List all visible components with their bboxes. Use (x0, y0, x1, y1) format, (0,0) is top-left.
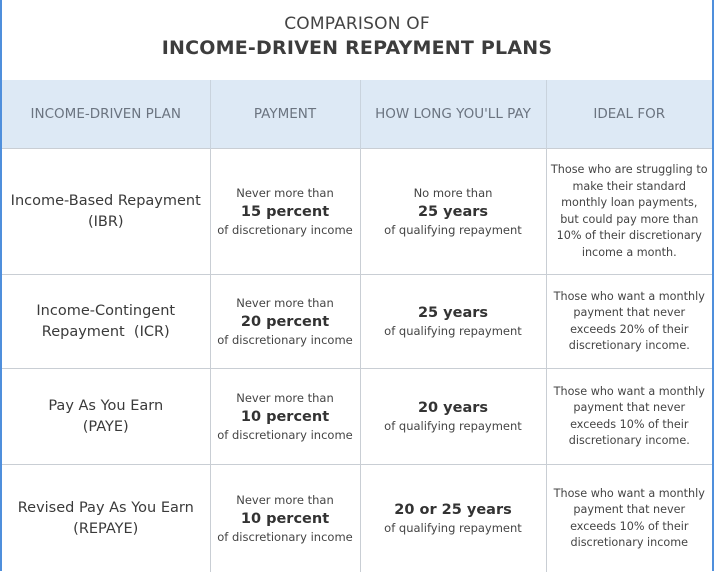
plan-cell (2, 465, 210, 572)
payment-cell (210, 149, 360, 275)
payment-value: 10 percent (217, 509, 354, 529)
title-line2: INCOME-DRIVEN REPAYMENT PLANS (2, 35, 712, 61)
payment-pre: Never more than (217, 185, 354, 202)
table-row (2, 465, 712, 572)
header-row (2, 80, 712, 149)
title-line1: COMPARISON OF (2, 13, 712, 35)
header-plan: INCOME-DRIVEN PLAN (2, 80, 210, 149)
payment-value: 10 percent (217, 407, 354, 427)
plan-name: Revised Pay As You Earn (8, 498, 204, 519)
payment-post: of discretionary income (217, 222, 354, 239)
duration-value: 25 years (367, 303, 540, 323)
payment-value: 20 percent (217, 312, 354, 332)
plan-name: Pay As You Earn (8, 396, 204, 417)
duration-cell (360, 369, 546, 465)
table-row (2, 275, 712, 369)
payment-cell (210, 465, 360, 572)
plan-abbr: (PAYE) (8, 417, 204, 438)
payment-cell (210, 369, 360, 465)
payment-post: of discretionary income (217, 529, 354, 546)
payment-pre: Never more than (217, 492, 354, 509)
duration-cell (360, 149, 546, 275)
duration-post: of qualifying repayment (367, 323, 540, 340)
duration-post: of qualifying repayment (367, 418, 540, 435)
ideal-for-cell: Those who want a monthly payment that never exceeds 10% of their discretionary income. (546, 369, 712, 465)
payment-pre: Never more than (217, 295, 354, 312)
duration-post: of qualifying repayment (367, 222, 540, 239)
payment-pre: Never more than (217, 390, 354, 407)
plan-cell (2, 149, 210, 275)
plan-name: Income-Contingent (8, 301, 204, 322)
duration-cell (360, 465, 546, 572)
plan-name: Income-Based Repayment (8, 191, 204, 212)
plan-cell (2, 369, 210, 465)
duration-pre: No more than (367, 185, 540, 202)
plan-cell (2, 275, 210, 369)
header-ideal-for: IDEAL FOR (546, 80, 712, 149)
plan-abbr: (REPAYE) (8, 519, 204, 540)
title-block (2, 0, 712, 80)
duration-post: of qualifying repayment (367, 520, 540, 537)
duration-value: 25 years (367, 202, 540, 222)
payment-post: of discretionary income (217, 427, 354, 444)
ideal-for-cell: Those who want a monthly payment that never exceeds 10% of their discretionary income (546, 465, 712, 572)
duration-value: 20 years (367, 398, 540, 418)
duration-value: 20 or 25 years (367, 500, 540, 520)
payment-post: of discretionary income (217, 332, 354, 349)
table-row (2, 369, 712, 465)
payment-cell (210, 275, 360, 369)
comparison-table (2, 80, 712, 572)
payment-value: 15 percent (217, 202, 354, 222)
ideal-for-cell: Those who want a monthly payment that never exceeds 20% of their discretionary income. (546, 275, 712, 369)
header-payment: PAYMENT (210, 80, 360, 149)
table-row (2, 149, 712, 275)
header-duration: HOW LONG YOU'LL PAY (360, 80, 546, 149)
plan-abbr: (IBR) (8, 212, 204, 233)
ideal-for-cell: Those who are struggling to make their standard monthly loan payments, but could pay more than 10% of their discretionary income a month. (546, 149, 712, 275)
plan-abbr: Repayment (ICR) (8, 322, 204, 343)
duration-cell (360, 275, 546, 369)
